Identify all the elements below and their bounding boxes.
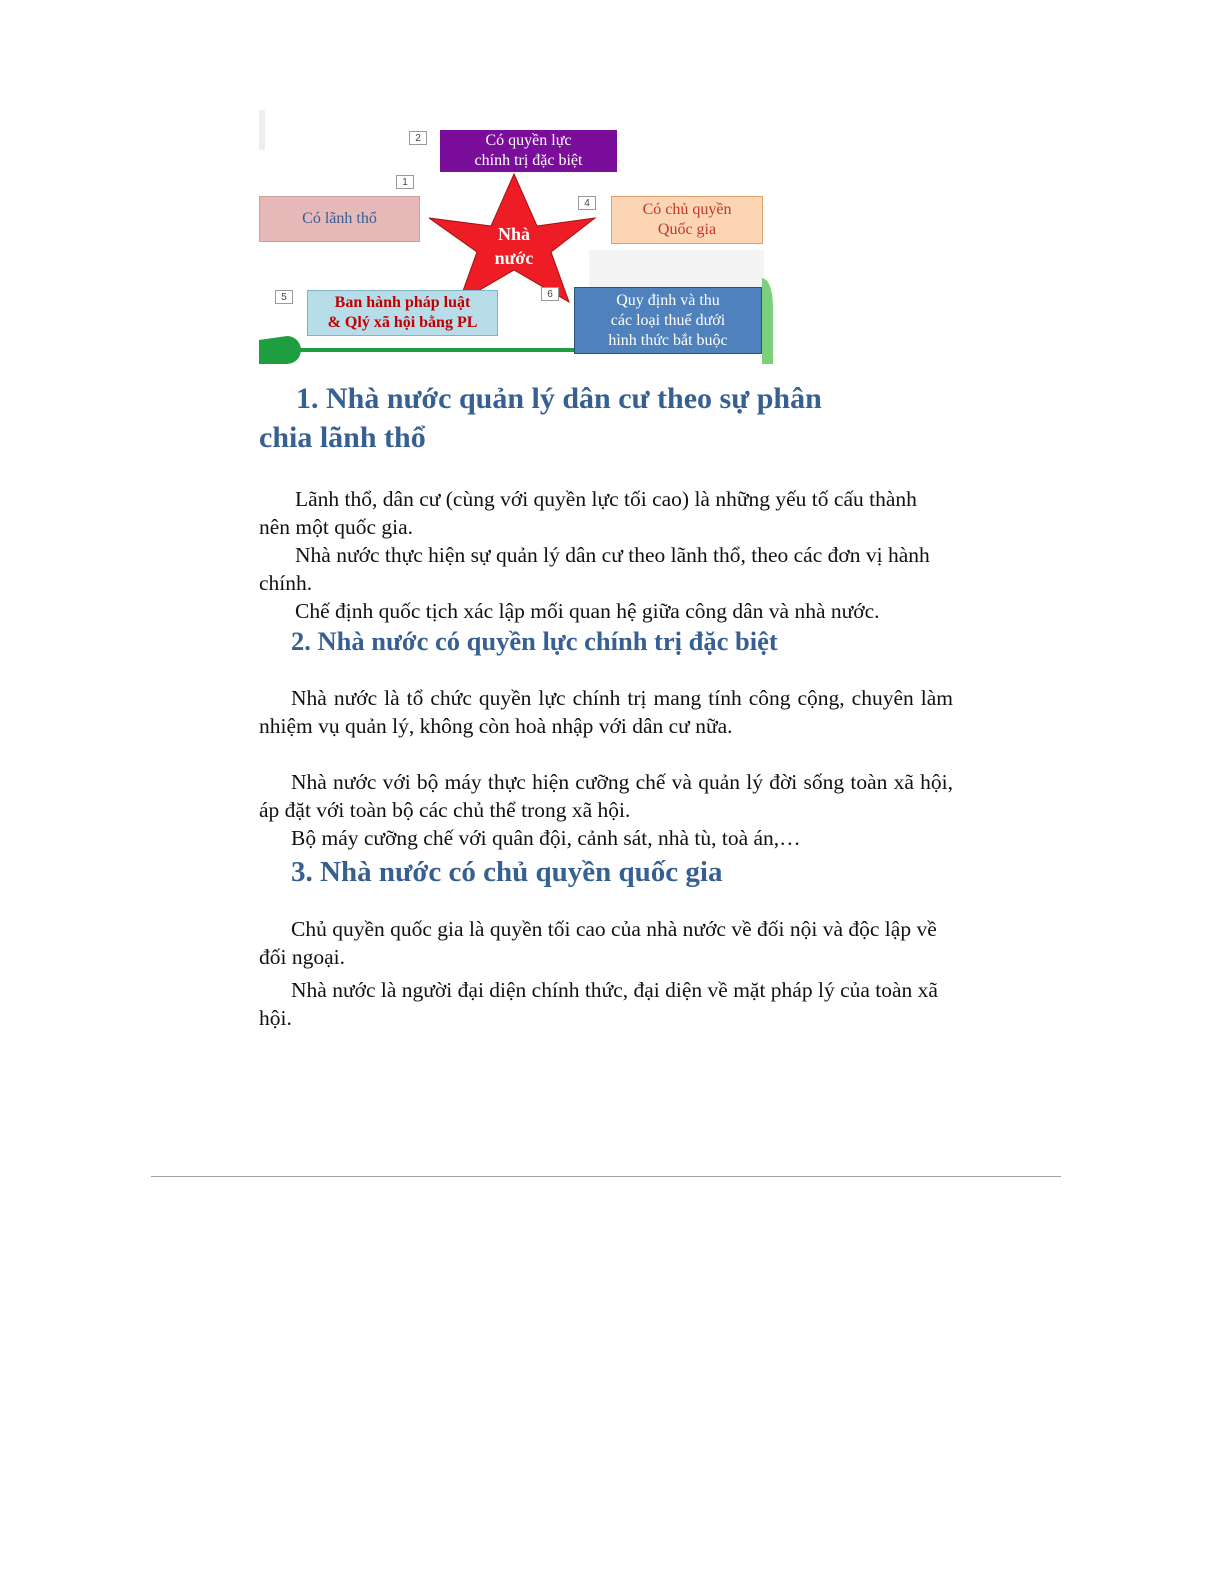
box-political-power: Có quyền lực chính trị đặc biệt <box>440 130 617 172</box>
box-legislation: Ban hành pháp luật & Qlý xã hội bằng PL <box>307 290 498 336</box>
section-1-heading-line-2: chia lãnh thổ <box>259 421 426 454</box>
section-2-paragraph-2: Nhà nước với bộ máy thực hiện cưỡng chế và quản lý đời sống toàn xã hội, áp đặt với toàn bộ các chủ thể trong xã hội. <box>259 770 953 822</box>
state-features-diagram <box>259 110 773 364</box>
section-3-paragraph-2: Nhà nước là người đại diện chính thức, đại diện về mặt pháp lý của toàn xã hội. <box>259 978 938 1030</box>
number-badge-4: 4 <box>578 196 596 210</box>
box-sovereignty: Có chủ quyền Quốc gia <box>611 196 763 244</box>
section-1-paragraph-2: Nhà nước thực hiện sự quản lý dân cư theo lãnh thổ, theo các đơn vị hành chính. <box>259 543 930 595</box>
box-territory: Có lãnh thổ <box>259 196 420 242</box>
number-badge-1: 1 <box>396 175 414 189</box>
page-divider <box>151 1176 1061 1177</box>
star-label: Nhà nước <box>494 224 534 268</box>
number-badge-2: 2 <box>409 131 427 145</box>
section-3-heading: 3. Nhà nước có chủ quyền quốc gia <box>291 856 723 888</box>
section-1-paragraph-3: Chế định quốc tịch xác lập mối quan hệ giữa công dân và nhà nước. <box>295 599 880 623</box>
number-badge-5: 5 <box>275 290 293 304</box>
section-1-heading-line-1: 1. Nhà nước quản lý dân cư theo sự phân <box>296 382 822 415</box>
background-fragment <box>259 110 265 150</box>
section-2-paragraph-3: Bộ máy cưỡng chế với quân đội, cảnh sát, nhà tù, toà án,… <box>291 826 801 850</box>
number-badge-6: 6 <box>541 287 559 301</box>
section-2-paragraph-1: Nhà nước là tổ chức quyền lực chính trị mang tính công cộng, chuyên làm nhiệm vụ quản lý, không còn hoà nhập với dân cư nữa. <box>259 686 953 738</box>
section-3-paragraph-1: Chủ quyền quốc gia là quyền tối cao của nhà nước về đối nội và độc lập về đối ngoại. <box>259 917 937 969</box>
green-right-accent <box>762 278 773 364</box>
background-fragment <box>589 250 764 290</box>
section-1-paragraph-1: Lãnh thổ, dân cư (cùng với quyền lực tối cao) là những yếu tố cấu thành nên một quốc gia. <box>259 487 917 539</box>
box-taxation: Quy định và thu các loại thuế dưới hình thức bắt buộc <box>574 287 762 354</box>
section-2-heading: 2. Nhà nước có quyền lực chính trị đặc biệt <box>291 626 778 656</box>
